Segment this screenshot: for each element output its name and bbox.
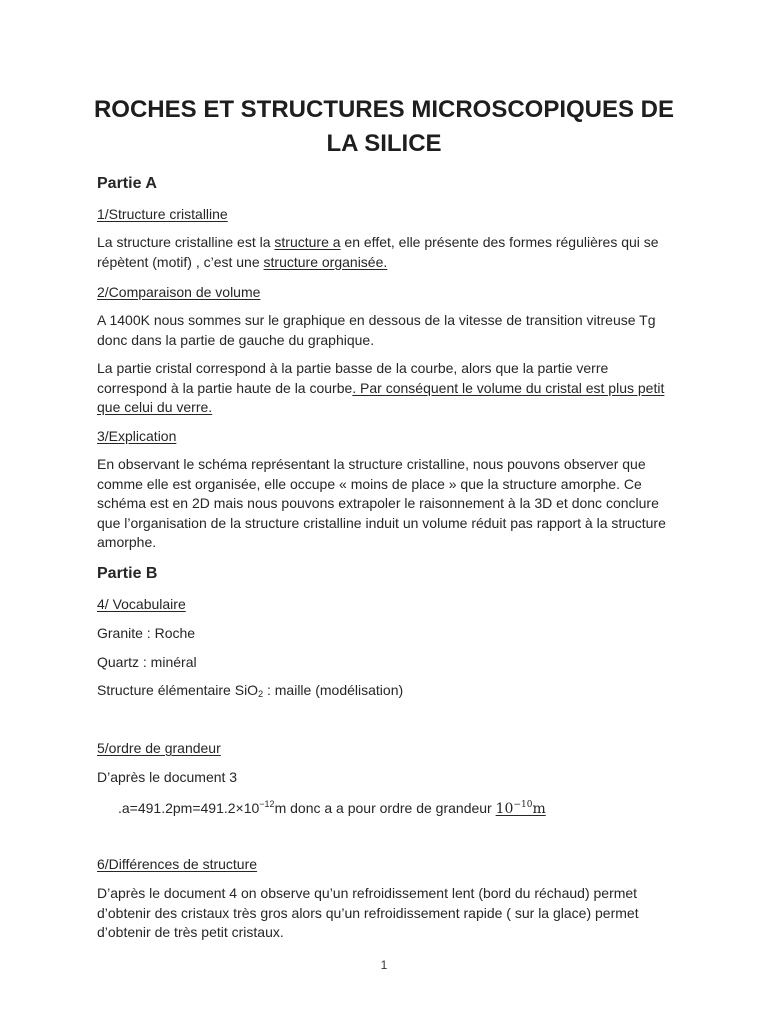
section-5-heading: 5/ordre de grandeur — [97, 740, 221, 756]
underlined-text: structure organisée. — [263, 253, 388, 270]
text-line: d’obtenir de très petit cristaux. — [97, 924, 284, 941]
title-line-1: ROCHES ET STRUCTURES MICROSCOPIQUES DE — [93, 96, 675, 123]
text-line: La structure cristalline est la structure a en effet, elle présente des formes régulières qui se — [97, 234, 659, 250]
vocab-item-granite: Granite : Roche — [97, 625, 196, 641]
underlined-text: que celui du verre. — [97, 399, 213, 416]
section-3-paragraph — [97, 455, 666, 553]
section-6-paragraph — [97, 884, 639, 943]
text-line: En observant le schéma représentant la structure cristalline, nous pouvons observer que — [97, 456, 646, 472]
section-1-paragraph — [97, 233, 659, 272]
text-line: donc dans la partie de gauche du graphique. — [97, 331, 375, 348]
page-number: 1 — [380, 958, 388, 972]
section-6-heading: 6/Différences de structure — [97, 856, 258, 872]
subscript: 2 — [258, 689, 264, 699]
section-2-paragraph-2 — [97, 359, 664, 418]
section-5-formula: $.a=491.2pm=491.2\times 10^{-12}m$ donc a a pour ordre de grandeur $10^{-10}m$ — [118, 799, 546, 817]
text-line: que l’organisation de la structure cristalline induit un volume réduit pas rapport à la structure — [97, 514, 666, 531]
vocab-item-structure: Structure élémentaire SiO$_2$ : maille (modélisation) — [97, 682, 404, 699]
text-line: A 1400K nous sommes sur le graphique en dessous de la vitesse de transition vitreuse Tg — [97, 312, 656, 328]
section-1-heading: 1/Structure cristalline — [97, 206, 228, 222]
text-line: comme elle est organisée, elle occupe « moins de place » que la structure amorphe. Ce — [97, 475, 642, 492]
text-line: La partie cristal correspond à la partie basse de la courbe, alors que la partie verre — [97, 360, 609, 376]
section-3-heading: 3/Explication — [97, 428, 177, 444]
text-line: répètent (motif) , c’est une structure organisée. — [97, 253, 388, 270]
section-2-heading: 2/Comparaison de volume — [97, 284, 261, 300]
exponent: −12 — [259, 799, 275, 809]
section-2-paragraph-1 — [97, 311, 656, 350]
text-line: d’obtenir des cristaux très gros alors qu’un refroidissement rapide ( sur la glace) permet — [97, 904, 639, 921]
text-line: correspond à la partie haute de la courbe. Par conséquent le volume du cristal est plus petit — [97, 379, 665, 396]
vocab-item-quartz: Quartz : minéral — [97, 654, 197, 670]
section-5-text: D’après le document 3 — [97, 769, 238, 785]
partie-b-heading: Partie B — [97, 565, 158, 582]
text-line: schéma est en 2D mais nous pouvons extrapoler le raisonnement à la 3D et donc conclure — [97, 495, 659, 512]
text-line: D’après le document 4 on observe qu’un refroidissement lent (bord du réchaud) permet — [97, 885, 638, 901]
text-line: amorphe. — [97, 534, 157, 551]
document-title — [60, 93, 708, 161]
underlined-text: structure a — [274, 234, 341, 250]
underlined-text: . Par conséquent le volume du cristal est plus petit — [352, 379, 665, 396]
title-line-2: LA SILICE — [326, 130, 442, 157]
partie-a-heading: Partie A — [97, 175, 157, 192]
section-4-heading: 4/ Vocabulaire — [97, 596, 186, 612]
order-of-magnitude: $10^{-10}m$ — [495, 800, 546, 817]
exponent: −10 — [513, 800, 533, 810]
